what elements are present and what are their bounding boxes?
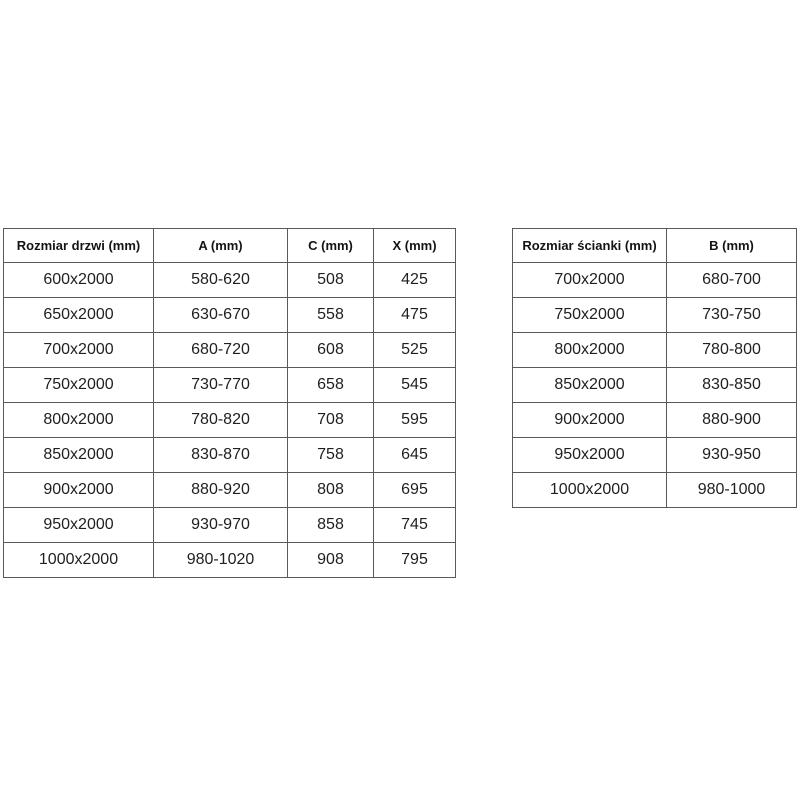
table-cell: 745	[374, 508, 456, 543]
column-header: A (mm)	[154, 229, 288, 263]
table-cell: 780-820	[154, 403, 288, 438]
table-cell: 1000x2000	[513, 473, 667, 508]
table-cell: 595	[374, 403, 456, 438]
table-row	[513, 368, 797, 403]
column-header: Rozmiar drzwi (mm)	[4, 229, 154, 263]
table-cell: 525	[374, 333, 456, 368]
table-cell: 830-870	[154, 438, 288, 473]
table-cell: 780-800	[667, 333, 797, 368]
table-cell: 508	[288, 263, 374, 298]
table-cell: 808	[288, 473, 374, 508]
table-cell: 850x2000	[513, 368, 667, 403]
table-cell: 900x2000	[513, 403, 667, 438]
table-cell: 758	[288, 438, 374, 473]
table-cell: 750x2000	[4, 368, 154, 403]
table-cell: 425	[374, 263, 456, 298]
table-row	[4, 473, 456, 508]
table-cell: 708	[288, 403, 374, 438]
table-cell: 475	[374, 298, 456, 333]
table-cell: 858	[288, 508, 374, 543]
table-cell: 830-850	[667, 368, 797, 403]
table-cell: 730-750	[667, 298, 797, 333]
table-cell: 695	[374, 473, 456, 508]
table-row	[4, 263, 456, 298]
table-cell: 730-770	[154, 368, 288, 403]
table-row	[4, 368, 456, 403]
table-cell: 680-700	[667, 263, 797, 298]
table-row	[4, 438, 456, 473]
table-cell: 1000x2000	[4, 543, 154, 578]
table-cell: 930-970	[154, 508, 288, 543]
header-row	[4, 229, 456, 263]
table-cell: 558	[288, 298, 374, 333]
table-row	[4, 508, 456, 543]
table-cell: 800x2000	[513, 333, 667, 368]
table-cell: 950x2000	[513, 438, 667, 473]
table-cell: 545	[374, 368, 456, 403]
table-row	[513, 438, 797, 473]
table-row	[513, 263, 797, 298]
table-row	[4, 543, 456, 578]
table-cell: 850x2000	[4, 438, 154, 473]
table-cell: 980-1000	[667, 473, 797, 508]
table-cell: 650x2000	[4, 298, 154, 333]
table-cell: 900x2000	[4, 473, 154, 508]
table-cell: 795	[374, 543, 456, 578]
table-cell: 930-950	[667, 438, 797, 473]
door-dimensions-table	[3, 228, 456, 578]
table-row	[513, 473, 797, 508]
table-row	[513, 403, 797, 438]
table-cell: 658	[288, 368, 374, 403]
table-cell: 700x2000	[513, 263, 667, 298]
table-cell: 645	[374, 438, 456, 473]
wall-table-body	[513, 263, 797, 508]
table-cell: 680-720	[154, 333, 288, 368]
table-cell: 800x2000	[4, 403, 154, 438]
table-row	[4, 333, 456, 368]
table-row	[4, 298, 456, 333]
table-row	[4, 403, 456, 438]
door-table-header	[4, 229, 456, 263]
door-table-body	[4, 263, 456, 578]
table-cell: 580-620	[154, 263, 288, 298]
table-cell: 600x2000	[4, 263, 154, 298]
wall-table-header	[513, 229, 797, 263]
table-cell: 750x2000	[513, 298, 667, 333]
column-header: B (mm)	[667, 229, 797, 263]
table-cell: 608	[288, 333, 374, 368]
table-row	[513, 298, 797, 333]
table-row	[513, 333, 797, 368]
wall-dimensions-table	[512, 228, 797, 508]
column-header: Rozmiar ścianki (mm)	[513, 229, 667, 263]
table-cell: 908	[288, 543, 374, 578]
table-cell: 880-920	[154, 473, 288, 508]
table-cell: 950x2000	[4, 508, 154, 543]
table-cell: 630-670	[154, 298, 288, 333]
table-cell: 880-900	[667, 403, 797, 438]
table-cell: 980-1020	[154, 543, 288, 578]
table-cell: 700x2000	[4, 333, 154, 368]
header-row	[513, 229, 797, 263]
column-header: X (mm)	[374, 229, 456, 263]
column-header: C (mm)	[288, 229, 374, 263]
